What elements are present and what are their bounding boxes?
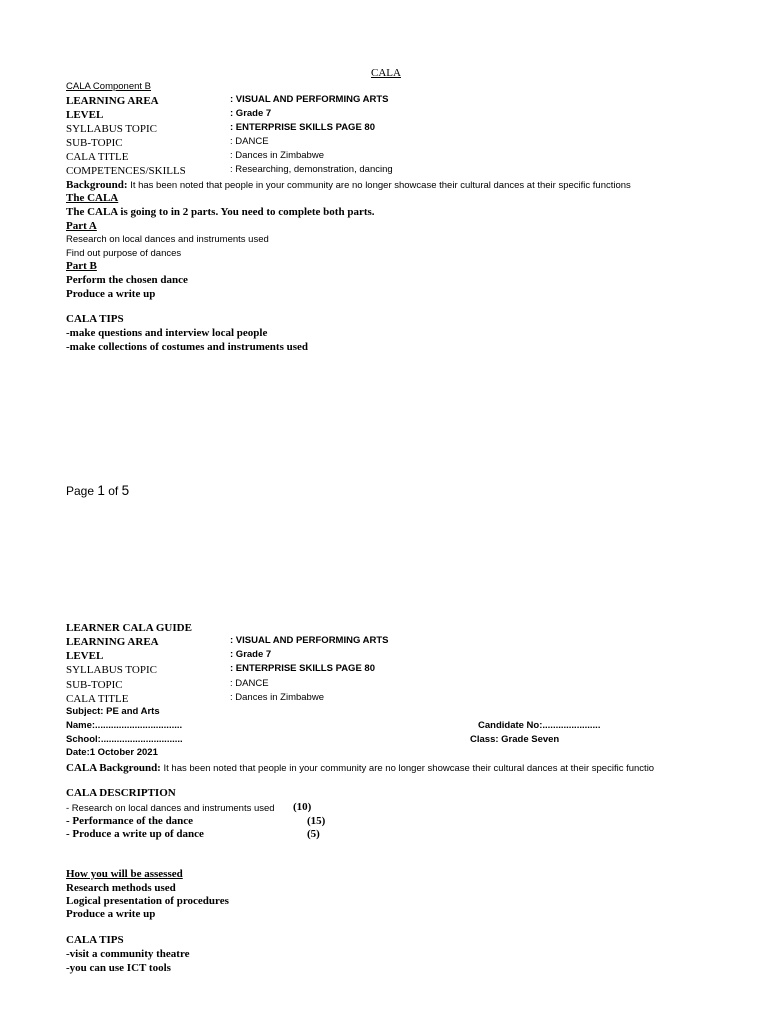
page2-tip: -you can use ICT tools bbox=[66, 962, 171, 974]
page1-field-learning-area: LEARNING AREA : VISUAL AND PERFORMING ARTS bbox=[66, 94, 389, 107]
page1-field-sub-topic: SUB-TOPIC : DANCE bbox=[66, 136, 269, 149]
page2-tips-heading: CALA TIPS bbox=[66, 934, 124, 946]
page2-subject: Subject: PE and Arts bbox=[66, 706, 160, 717]
page1-part-a-item: Research on local dances and instruments used bbox=[66, 234, 269, 245]
page2-background: CALA Background: It has been noted that people in your community are no longer showcase their cultural dances at their specific functio bbox=[66, 762, 655, 774]
page2-candidate-no: Candidate No:...................... bbox=[478, 720, 601, 731]
page1-field-level: LEVEL : Grade 7 bbox=[66, 108, 272, 121]
page2-school-field: School:............................... Class: Grade Seven bbox=[66, 734, 560, 745]
page2-tip: -visit a community theatre bbox=[66, 948, 190, 960]
page1-part-b-item: Produce a write up bbox=[66, 288, 156, 300]
page1-part-b-heading: Part B bbox=[66, 260, 97, 272]
page1-part-b-item: Perform the chosen dance bbox=[66, 274, 188, 286]
page-number: Page 1 of 5 bbox=[66, 483, 130, 498]
page2-field-cala-title: CALA TITLE : Dances in Zimbabwe bbox=[66, 692, 324, 705]
page2-field-sub-topic: SUB-TOPIC : DANCE bbox=[66, 678, 269, 691]
page1-the-cala-heading: The CALA bbox=[66, 192, 119, 204]
page1-background: Background: It has been noted that people in your community are no longer showcase their cultural dances at their specific functions bbox=[66, 179, 631, 191]
page1-field-cala-title: CALA TITLE : Dances in Zimbabwe bbox=[66, 150, 324, 163]
page2-description-item: - Performance of the dance (15) bbox=[66, 815, 326, 827]
page1-part-a-item: Find out purpose of dances bbox=[66, 248, 182, 259]
page1-part-a-heading: Part A bbox=[66, 220, 97, 232]
page2-assessed-item: Research methods used bbox=[66, 882, 176, 894]
page2-assessed-item: Logical presentation of procedures bbox=[66, 895, 229, 907]
page1-field-competences: COMPETENCES/SKILLS : Researching, demonstration, dancing bbox=[66, 164, 393, 177]
page1-field-syllabus-topic: SYLLABUS TOPIC : ENTERPRISE SKILLS PAGE 80 bbox=[66, 122, 375, 135]
page2-title: LEARNER CALA GUIDE bbox=[66, 622, 192, 634]
page1-the-cala-text: The CALA is going to in 2 parts. You need to complete both parts. bbox=[66, 206, 375, 218]
page2-date: Date:1 October 2021 bbox=[66, 747, 158, 758]
page1-tip: -make questions and interview local people bbox=[66, 327, 268, 339]
page1-title: CALA bbox=[371, 67, 401, 79]
page2-field-syllabus-topic: SYLLABUS TOPIC : ENTERPRISE SKILLS PAGE 80 bbox=[66, 663, 375, 676]
page2-assessed-heading: How you will be assessed bbox=[66, 868, 183, 880]
page2-class: Class: Grade Seven bbox=[470, 734, 560, 745]
page2-description-item: - Research on local dances and instruments used (10) bbox=[66, 801, 312, 814]
page1-tips-heading: CALA TIPS bbox=[66, 313, 124, 325]
page2-assessed-item: Produce a write up bbox=[66, 908, 156, 920]
page2-field-learning-area: LEARNING AREA : VISUAL AND PERFORMING ARTS bbox=[66, 635, 389, 648]
page1-component: CALA Component B bbox=[66, 81, 152, 92]
page2-description-item: - Produce a write up of dance (5) bbox=[66, 828, 320, 840]
page2-name-field: Name:................................. Candidate No:...................... bbox=[66, 720, 601, 731]
page1-tip: -make collections of costumes and instruments used bbox=[66, 341, 308, 353]
page2-field-level: LEVEL : Grade 7 bbox=[66, 649, 272, 662]
page2-description-heading: CALA DESCRIPTION bbox=[66, 787, 176, 799]
